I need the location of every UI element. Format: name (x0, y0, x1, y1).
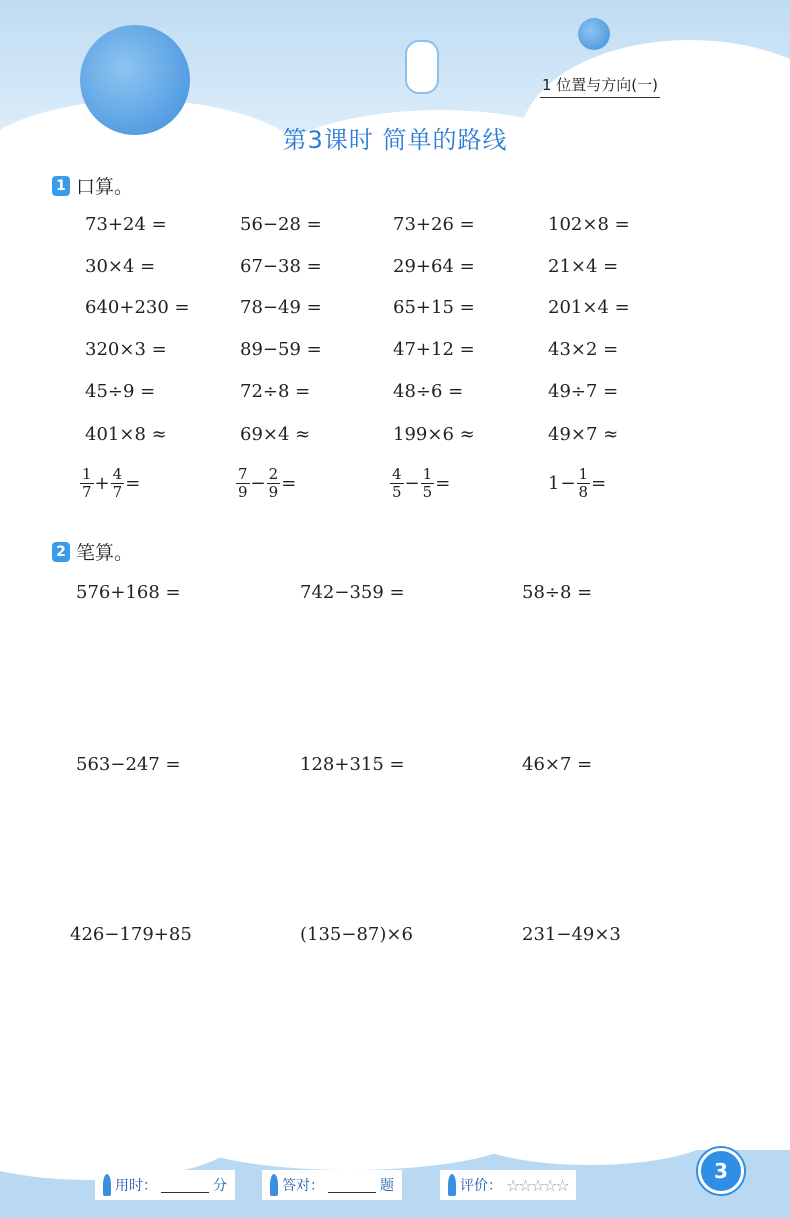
fraction (111, 466, 125, 500)
correct-count-field (262, 1170, 402, 1200)
section-2-heading (52, 538, 133, 565)
rating-field (440, 1170, 576, 1200)
mental-math-problem: 45÷9 = (85, 381, 156, 402)
denominator: 8 (578, 482, 589, 501)
time-blank[interactable] (161, 1178, 209, 1193)
denominator: 7 (82, 482, 92, 501)
fraction (577, 466, 591, 500)
mental-math-problem: 56−28 = (240, 214, 322, 235)
section-1-heading (52, 172, 133, 199)
mental-math-problem: 89−59 = (240, 339, 322, 360)
rocket-icon (270, 1174, 278, 1196)
correct-blank[interactable] (328, 1178, 376, 1193)
written-math-problem: (135−87)×6 (300, 924, 413, 945)
denominator: 9 (238, 482, 248, 501)
numerator: 1 (578, 465, 589, 483)
whole-number: 1 (548, 472, 560, 494)
mental-math-problem: 201×4 = (548, 297, 630, 318)
unit-heading: 1 位置与方向(一) (540, 74, 660, 98)
mental-math-problem: 73+24 = (85, 214, 167, 235)
numerator: 7 (238, 465, 248, 483)
mental-math-problem: 401×8 ≈ (85, 424, 167, 445)
written-math-problem: 576+168 = (76, 582, 181, 603)
mental-math-problem: 49÷7 = (548, 381, 619, 402)
time-unit: 分 (213, 1178, 227, 1194)
fraction (390, 466, 404, 500)
correct-unit: 题 (380, 1178, 394, 1194)
mental-math-problem: 43×2 = (548, 339, 619, 360)
numerator: 1 (82, 465, 92, 483)
rocket-icon (448, 1174, 456, 1196)
moon-illustration (578, 18, 610, 50)
equals: = (591, 472, 607, 494)
mental-math-problem: 30×4 = (85, 256, 156, 277)
mental-math-problem: 69×4 ≈ (240, 424, 311, 445)
mental-math-problem: 320×3 = (85, 339, 167, 360)
planet-illustration (80, 25, 190, 135)
mental-math-problem: 49×7 ≈ (548, 424, 619, 445)
mental-math-problem: 640+230 = (85, 297, 190, 318)
denominator: 5 (392, 482, 402, 501)
fraction (236, 466, 250, 500)
mental-math-problem: 67−38 = (240, 256, 322, 277)
mental-math-problem: 29+64 = (393, 256, 475, 277)
section-number-badge: 1 (52, 176, 70, 196)
mental-math-problem: 72÷8 = (240, 381, 311, 402)
written-math-problem: 426−179+85 (70, 924, 192, 945)
numerator: 2 (268, 465, 279, 483)
fraction-problem (236, 466, 296, 500)
rating-stars-icon[interactable]: ☆☆☆☆☆ (506, 1175, 568, 1195)
numerator: 4 (112, 465, 123, 483)
time-used-field (95, 1170, 235, 1200)
mental-math-problem: 73+26 = (393, 214, 475, 235)
mental-math-problem: 47+12 = (393, 339, 475, 360)
operator: − (560, 472, 576, 494)
rating-label: 评价： (460, 1178, 502, 1194)
section-label: 笔算。 (76, 542, 134, 564)
correct-label: 答对： (282, 1178, 324, 1194)
operator: + (94, 472, 110, 494)
operator: − (404, 472, 420, 494)
fraction-problem (548, 466, 606, 500)
section-label: 口算。 (76, 176, 134, 198)
mental-math-problem: 21×4 = (548, 256, 619, 277)
written-math-problem: 742−359 = (300, 582, 405, 603)
lesson-title: 第3课时 简单的路线 (282, 126, 508, 154)
rocket-icon (103, 1174, 111, 1196)
section-number-badge: 2 (52, 542, 70, 562)
written-math-problem: 128+315 = (300, 754, 405, 775)
fraction (421, 466, 435, 500)
fraction (267, 466, 281, 500)
fraction-problem (80, 466, 140, 500)
mental-math-problem: 48÷6 = (393, 381, 464, 402)
denominator: 7 (112, 482, 123, 501)
fraction-problem (390, 466, 450, 500)
written-math-problem: 58÷8 = (522, 582, 593, 603)
fraction (80, 466, 94, 500)
operator: − (250, 472, 266, 494)
mental-math-problem: 102×8 = (548, 214, 630, 235)
mental-math-problem: 78−49 = (240, 297, 322, 318)
denominator: 5 (422, 482, 433, 501)
astronaut-illustration (405, 40, 439, 94)
mental-math-problem: 65+15 = (393, 297, 475, 318)
numerator: 4 (392, 465, 402, 483)
mental-math-problem: 199×6 ≈ (393, 424, 475, 445)
numerator: 1 (422, 465, 433, 483)
equals: = (125, 472, 141, 494)
equals: = (281, 472, 297, 494)
written-math-problem: 563−247 = (76, 754, 181, 775)
written-math-problem: 46×7 = (522, 754, 593, 775)
page-number: 3 (698, 1148, 744, 1194)
equals: = (435, 472, 451, 494)
written-math-problem: 231−49×3 (522, 924, 621, 945)
time-label: 用时： (115, 1178, 157, 1194)
denominator: 9 (268, 482, 279, 501)
